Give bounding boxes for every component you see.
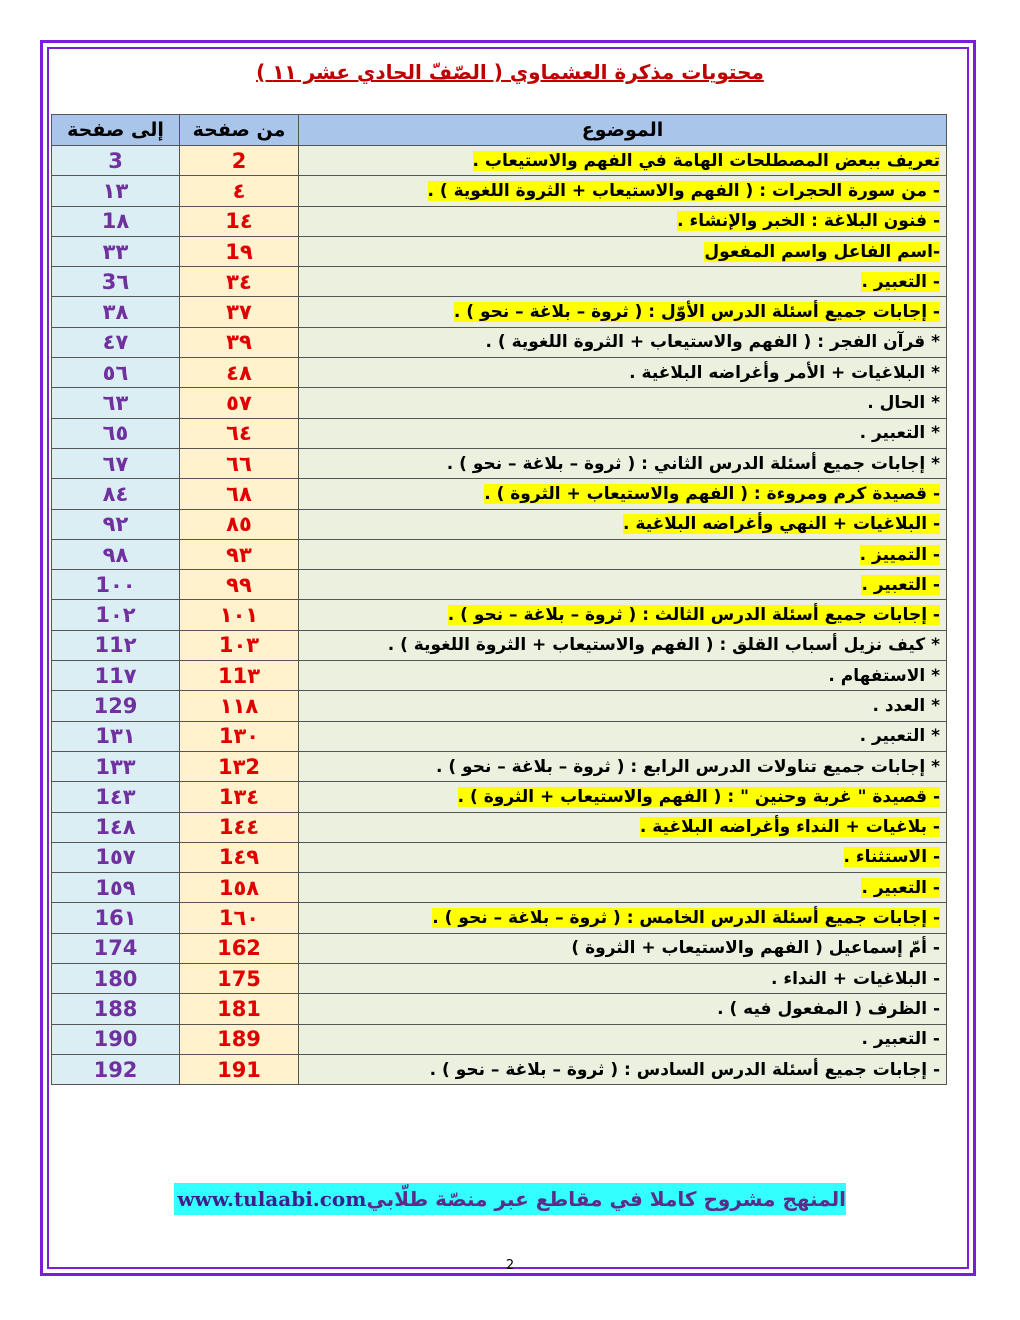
table-row	[52, 903, 947, 933]
row-topic-text: - البلاغيات + النهي وأغراضه البلاغية .	[623, 514, 940, 535]
row-topic-text: - من سورة الحجرات : ( الفهم والاستيعاب + الثروة اللغوية ) .	[427, 180, 940, 201]
row-topic	[299, 176, 947, 206]
row-topic-text: * إجابات جميع تناولات الدرس الرابع : ( ثروة – بلاغة – نحو ) .	[435, 756, 940, 777]
table-row	[52, 691, 947, 721]
row-to-page: 1٠٠	[52, 570, 180, 600]
row-to-page: 11٢	[52, 630, 180, 660]
row-topic	[299, 1054, 947, 1084]
contents-table	[51, 114, 947, 1085]
table-row	[52, 479, 947, 509]
table-row	[52, 297, 947, 327]
row-topic	[299, 327, 947, 357]
row-from-page: ١٠١	[180, 600, 299, 630]
row-topic	[299, 479, 947, 509]
row-to-page: 129	[52, 691, 180, 721]
row-from-page: 191	[180, 1054, 299, 1084]
row-topic-text: - البلاغيات + النداء .	[771, 968, 940, 989]
table-row	[52, 842, 947, 872]
table-row	[52, 570, 947, 600]
row-to-page: 180	[52, 964, 180, 994]
row-from-page: ٦٤	[180, 418, 299, 448]
table-row	[52, 448, 947, 478]
row-topic	[299, 1024, 947, 1054]
row-topic-text: - الاستثناء .	[843, 847, 940, 868]
row-topic	[299, 933, 947, 963]
row-to-page: 1٠٢	[52, 600, 180, 630]
row-topic-text: - إجابات جميع أسئلة الدرس السادس : ( ثروة – بلاغة – نحو ) .	[429, 1059, 940, 1080]
row-from-page: 1٥٨	[180, 873, 299, 903]
row-topic	[299, 751, 947, 781]
row-topic	[299, 691, 947, 721]
row-to-page: 1٤٨	[52, 812, 180, 842]
row-topic	[299, 721, 947, 751]
row-from-page: ٤	[180, 176, 299, 206]
table-body	[52, 146, 947, 1085]
row-from-page: 189	[180, 1024, 299, 1054]
header-topic: الموضوع	[299, 115, 947, 146]
row-topic	[299, 267, 947, 297]
row-topic-text: * العدد .	[872, 695, 940, 716]
table-row	[52, 600, 947, 630]
row-from-page: 1٣٠	[180, 721, 299, 751]
row-to-page: ٥٦	[52, 358, 180, 388]
row-topic-text: * البلاغيات + الأمر وأغراضه البلاغية .	[629, 362, 940, 383]
row-topic	[299, 903, 947, 933]
table-row	[52, 751, 947, 781]
row-topic	[299, 842, 947, 872]
row-to-page: ٦٣	[52, 388, 180, 418]
table-header-row	[52, 115, 947, 146]
table-row	[52, 206, 947, 236]
row-to-page: 174	[52, 933, 180, 963]
table-row	[52, 964, 947, 994]
row-topic-text: - أمّ إسماعيل ( الفهم والاستيعاب + الثروة )	[571, 938, 940, 959]
row-from-page: ٨٥	[180, 509, 299, 539]
row-topic	[299, 509, 947, 539]
row-topic-text: -اسم الفاعل واسم المفعول	[704, 241, 940, 262]
row-from-page: ٩٣	[180, 539, 299, 569]
row-topic	[299, 358, 947, 388]
row-to-page: ٩٢	[52, 509, 180, 539]
table-row	[52, 539, 947, 569]
table-row	[52, 509, 947, 539]
table-row	[52, 661, 947, 691]
row-topic-text: تعريف ببعض المصطلحات الهامة في الفهم والاستيعاب .	[472, 150, 940, 171]
row-topic	[299, 539, 947, 569]
row-topic-text: * الحال .	[867, 393, 940, 414]
row-from-page: 11٣	[180, 661, 299, 691]
row-topic-text: - التعبير .	[861, 271, 940, 292]
table-row	[52, 418, 947, 448]
table-row	[52, 327, 947, 357]
row-to-page: ٦٧	[52, 448, 180, 478]
table-row	[52, 873, 947, 903]
row-topic-text: * الاستفهام .	[828, 665, 940, 686]
row-to-page: 1٥٧	[52, 842, 180, 872]
row-from-page: 1٤٤	[180, 812, 299, 842]
row-from-page: ٦٦	[180, 448, 299, 478]
row-topic	[299, 388, 947, 418]
table-row	[52, 812, 947, 842]
row-to-page: 190	[52, 1024, 180, 1054]
row-to-page: ٣٣	[52, 236, 180, 266]
row-from-page: ٣٩	[180, 327, 299, 357]
row-from-page: 1٣٤	[180, 782, 299, 812]
row-to-page: ٦٥	[52, 418, 180, 448]
row-topic-text: * كيف نزيل أسباب القلق : ( الفهم والاستيعاب + الثروة اللغوية ) .	[387, 635, 940, 656]
table-row	[52, 1024, 947, 1054]
row-topic	[299, 570, 947, 600]
row-to-page: ٤٧	[52, 327, 180, 357]
row-topic	[299, 448, 947, 478]
row-to-page: 192	[52, 1054, 180, 1084]
table-row	[52, 994, 947, 1024]
row-topic-text: - التعبير .	[861, 1029, 940, 1050]
row-from-page: ٤٨	[180, 358, 299, 388]
row-topic	[299, 206, 947, 236]
row-topic	[299, 630, 947, 660]
row-topic	[299, 600, 947, 630]
row-to-page: ٩٨	[52, 539, 180, 569]
row-from-page: 162	[180, 933, 299, 963]
table-row	[52, 236, 947, 266]
row-topic-text: * إجابات جميع أسئلة الدرس الثاني : ( ثروة – بلاغة – نحو ) .	[446, 453, 940, 474]
row-topic-text: - التعبير .	[861, 877, 940, 898]
row-topic	[299, 994, 947, 1024]
row-topic	[299, 782, 947, 812]
header-from-page: من صفحة	[180, 115, 299, 146]
row-from-page: ٥٧	[180, 388, 299, 418]
row-from-page: 175	[180, 964, 299, 994]
row-from-page: ٩٩	[180, 570, 299, 600]
row-topic	[299, 964, 947, 994]
row-topic	[299, 873, 947, 903]
row-from-page: 1٤٩	[180, 842, 299, 872]
row-topic-text: - قصيدة " غربة وحنين " : ( الفهم والاستيعاب + الثروة ) .	[457, 786, 940, 807]
row-to-page: 16١	[52, 903, 180, 933]
table-row	[52, 358, 947, 388]
footer-banner	[174, 1183, 846, 1215]
row-from-page: 1٠٣	[180, 630, 299, 660]
header-to-page: إلى صفحة	[52, 115, 180, 146]
row-to-page: 1٨	[52, 206, 180, 236]
row-from-page: ٣٧	[180, 297, 299, 327]
row-to-page: 1٣٣	[52, 751, 180, 781]
row-topic-text: * التعبير .	[859, 423, 940, 444]
table-row	[52, 267, 947, 297]
table-row	[52, 782, 947, 812]
row-from-page: 2	[180, 146, 299, 176]
row-topic	[299, 661, 947, 691]
row-topic	[299, 146, 947, 176]
row-from-page: ١١٨	[180, 691, 299, 721]
row-topic	[299, 812, 947, 842]
row-to-page: 1٣١	[52, 721, 180, 751]
table-row	[52, 630, 947, 660]
row-from-page: 1٩	[180, 236, 299, 266]
row-to-page: 3	[52, 146, 180, 176]
row-from-page: 1٦٠	[180, 903, 299, 933]
table-row	[52, 388, 947, 418]
row-topic-text: * قرآن الفجر : ( الفهم والاستيعاب + الثروة اللغوية ) .	[485, 332, 940, 353]
table-row	[52, 176, 947, 206]
row-to-page: 1٤٣	[52, 782, 180, 812]
row-topic-text: - فنون البلاغة : الخبر والإنشاء .	[677, 211, 940, 232]
row-to-page: ٣٨	[52, 297, 180, 327]
row-to-page: 3٦	[52, 267, 180, 297]
row-topic-text: - قصيدة كرم ومروءة : ( الفهم والاستيعاب + الثروة ) .	[484, 483, 940, 504]
row-from-page: ٣٤	[180, 267, 299, 297]
row-topic	[299, 236, 947, 266]
row-topic-text: - الظرف ( المفعول فيه ) .	[717, 998, 940, 1019]
page-number: 2	[505, 1258, 515, 1273]
table-row	[52, 933, 947, 963]
row-topic-text: - التمييز .	[859, 544, 940, 565]
footer-site-link[interactable]: www.tulaabi.com	[177, 1187, 367, 1211]
row-to-page: 188	[52, 994, 180, 1024]
row-to-page: 11٧	[52, 661, 180, 691]
row-topic	[299, 297, 947, 327]
row-topic-text: - التعبير .	[861, 574, 940, 595]
row-topic-text: - إجابات جميع أسئلة الدرس الأوّل : ( ثروة – بلاغة – نحو ) .	[453, 302, 940, 323]
footer-text: المنهج مشروح كاملا في مقاطع عبر منصّة طلّابي	[366, 1187, 846, 1211]
row-to-page: 1٥٩	[52, 873, 180, 903]
row-topic	[299, 418, 947, 448]
table-row	[52, 721, 947, 751]
row-topic-text: - إجابات جميع أسئلة الدرس الخامس : ( ثروة – بلاغة – نحو ) .	[432, 908, 940, 929]
page-title: محتويات مذكرة العشماوي ( الصّفّ الحادي عشر ١١ )	[256, 60, 764, 84]
row-from-page: 1٣2	[180, 751, 299, 781]
row-from-page: 181	[180, 994, 299, 1024]
table-row	[52, 1054, 947, 1084]
row-from-page: 1٤	[180, 206, 299, 236]
row-topic-text: * التعبير .	[859, 726, 940, 747]
row-topic-text: - بلاغيات + النداء وأغراضه البلاغية .	[639, 817, 940, 838]
row-to-page: ٨٤	[52, 479, 180, 509]
table-row	[52, 146, 947, 176]
row-to-page: ١٣	[52, 176, 180, 206]
row-topic-text: - إجابات جميع أسئلة الدرس الثالث : ( ثروة – بلاغة – نحو ) .	[447, 605, 940, 626]
row-from-page: ٦٨	[180, 479, 299, 509]
